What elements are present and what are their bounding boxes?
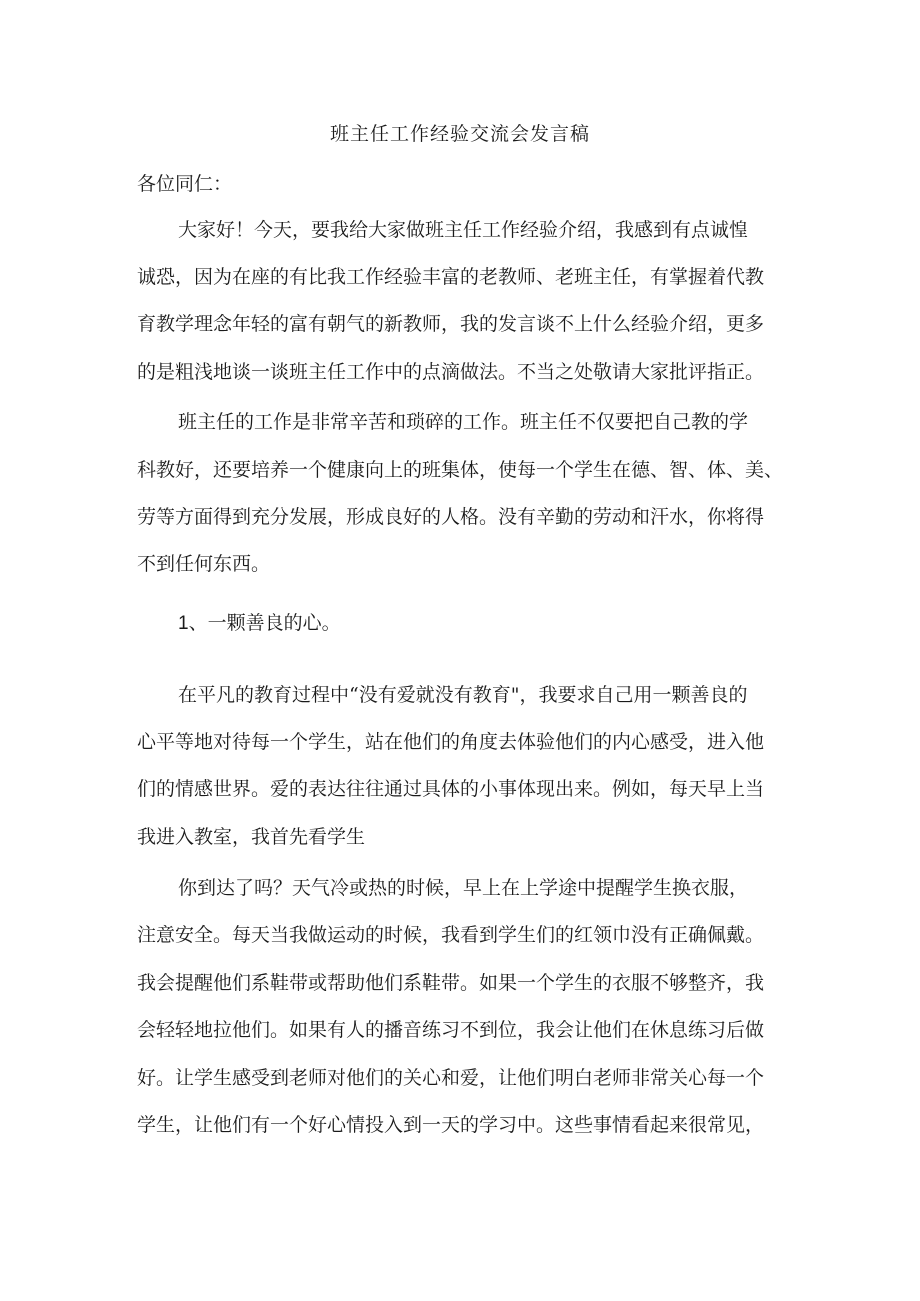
paragraph3-line3: 们的情感世界。爱的表达往往通过具体的小事体现出来。例如，每天早上当 bbox=[137, 778, 765, 800]
section-heading-number: 1 bbox=[178, 613, 189, 634]
document-title: 班主任工作经验交流会发言稿 bbox=[329, 123, 590, 145]
paragraph4-line4: 会轻轻地拉他们。如果有人的播音练习不到位，我会让他们在休息练习后做 bbox=[137, 1019, 765, 1041]
section-heading-text: 、一颗善良的心。 bbox=[188, 612, 341, 634]
paragraph4-line3: 我会提醒他们系鞋带或帮助他们系鞋带。如果一个学生的衣服不够整齐，我 bbox=[137, 972, 765, 994]
paragraph2-line1: 班主任的工作是非常辛苦和琐碎的工作。班主任不仅要把自己教的学 bbox=[178, 411, 749, 433]
paragraph1-line1: 大家好！今天，要我给大家做班主任工作经验介绍，我感到有点诚惶 bbox=[178, 219, 749, 241]
paragraph1-line2: 诚恐，因为在座的有比我工作经验丰富的老教师、老班主任，有掌握着代教 bbox=[137, 266, 765, 288]
paragraph2-line3: 劳等方面得到充分发展，形成良好的人格。没有辛勤的劳动和汗水，你将得 bbox=[137, 506, 765, 528]
section-heading-1 bbox=[178, 610, 341, 637]
paragraph4-line1: 你到达了吗？天气冷或热的时候，早上在上学途中提醒学生换衣服， bbox=[178, 877, 749, 899]
paragraph4-line5: 好。让学生感受到老师对他们的关心和爱，让他们明白老师非常关心每一个 bbox=[137, 1067, 765, 1089]
paragraph4-line6: 学生，让他们有一个好心情投入到一天的学习中。这些事情看起来很常见， bbox=[137, 1114, 765, 1136]
paragraph1-line3: 育教学理念年轻的富有朝气的新教师，我的发言谈不上什么经验介绍，更多 bbox=[137, 313, 765, 335]
paragraph4-line2: 注意安全。每天当我做运动的时候，我看到学生们的红领巾没有正确佩戴。 bbox=[137, 924, 765, 946]
paragraph1-line4: 的是粗浅地谈一谈班主任工作中的点滴做法。不当之处敬请大家批评指正。 bbox=[137, 361, 765, 383]
paragraph3-line4: 我进入教室，我首先看学生 bbox=[137, 826, 366, 848]
paragraph3-line2: 心平等地对待每一个学生，站在他们的角度去体验他们的内心感受，进入他 bbox=[137, 731, 765, 753]
paragraph2-line4: 不到任何东西。 bbox=[137, 553, 271, 575]
paragraph2-line2: 科教好，还要培养一个健康向上的班集体，使每一个学生在德、智、体、美、 bbox=[137, 459, 784, 481]
greeting: 各位同仁： bbox=[137, 173, 233, 195]
paragraph3-line1: 在平凡的教育过程中“没有爱就没有教育"，我要求自己用一颗善良的 bbox=[178, 684, 748, 706]
